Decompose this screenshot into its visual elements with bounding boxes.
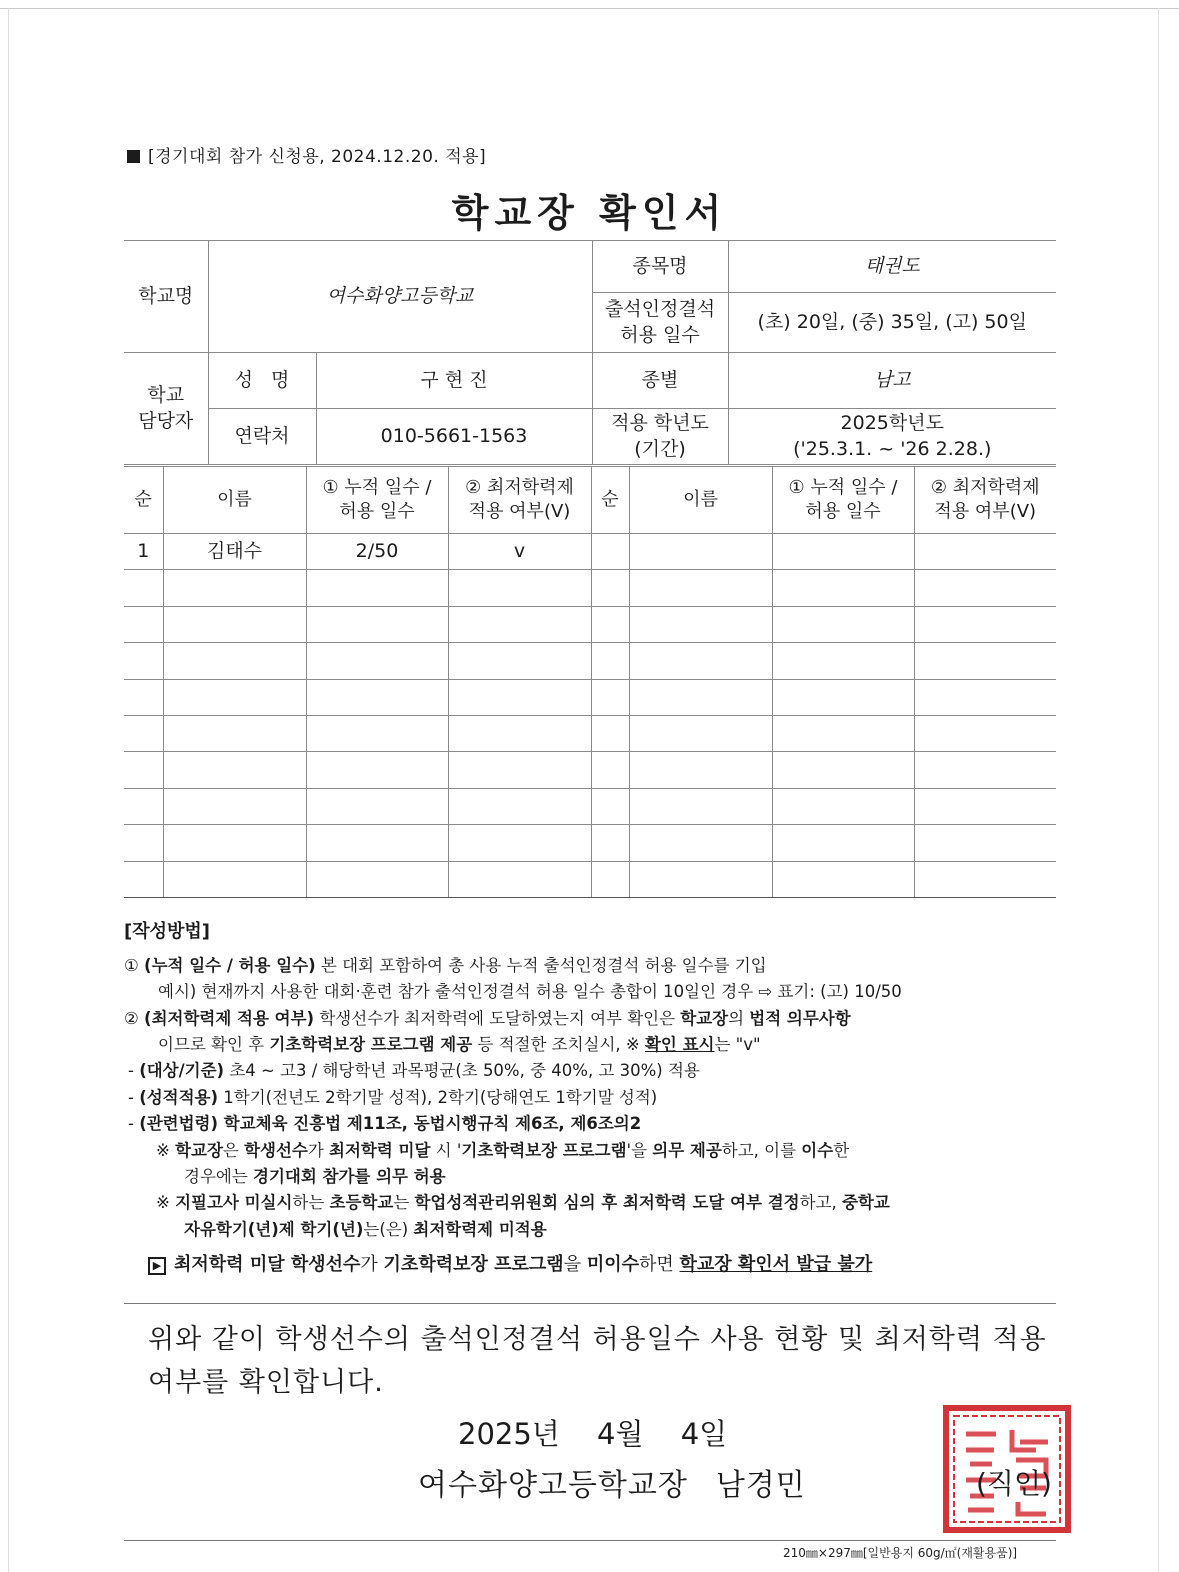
- col-header-no-2: 순: [591, 467, 629, 534]
- instruction-line-11: 자유학기(년)제 학기(년)는(은) 최저학력제 미적용: [184, 1219, 547, 1239]
- school-year-label: 적용 학년도 (기간): [592, 409, 728, 465]
- page-top-edge: [0, 8, 1179, 9]
- table-row: [124, 534, 1056, 570]
- row-applied: v: [448, 534, 591, 570]
- principal-signature-line: [418, 1460, 806, 1504]
- allowed-days-label: 출석인정결석 허용 일수: [592, 293, 728, 353]
- divider: [124, 1303, 1056, 1304]
- gender-value: 남고: [728, 353, 1056, 409]
- table-row: [124, 788, 1056, 824]
- col-header-applied: ② 최저학력제 적용 여부(V): [448, 467, 591, 534]
- school-value: 여수화양고등학교: [208, 241, 592, 353]
- col-header-name-2: 이름: [629, 467, 772, 534]
- arrow-box-icon: ▶: [148, 1257, 166, 1275]
- form-version-note: [경기대회 참가 신청용, 2024.12.20. 적용]: [127, 142, 486, 167]
- row-name: 김태수: [163, 534, 306, 570]
- instruction-line-8: ※ 학교장은 학생선수가 최저학력 미달 시 '기초학력보장 프로그램'을 의무 제공하고, 이를 이수한: [156, 1140, 850, 1160]
- gender-label: 종별: [592, 353, 728, 409]
- document-title: 학교장 확인서: [451, 191, 728, 235]
- empty-cell: [772, 534, 914, 570]
- empty-cell: [591, 534, 629, 570]
- contact-label: 연락처: [208, 409, 316, 465]
- instruction-line-4: 이므로 확인 후 기초학력보장 프로그램 제공 등 적절한 조치실시, ※ 확인 표시는 "v": [158, 1034, 761, 1054]
- row-no: 1: [124, 534, 163, 570]
- empty-cell: [914, 534, 1056, 570]
- table-row: [124, 570, 1056, 606]
- paper-spec-note: 210㎜×297㎜[일반용지 60g/㎡(재활용품)]: [783, 1546, 1018, 1560]
- principal-name: 남경민: [715, 1468, 806, 1503]
- page-left-edge: [8, 8, 9, 1572]
- name-value: 구 현 진: [316, 353, 592, 409]
- col-header-days-2: ① 누적 일수 / 허용 일수: [772, 467, 914, 534]
- empty-cell: [629, 534, 772, 570]
- instruction-line-7: - (관련법령) 학교체육 진흥법 제11조, 동법시행규칙 제6조, 제6조의2: [128, 1114, 642, 1134]
- info-table: [124, 240, 1056, 465]
- name-label: 성 명: [208, 353, 316, 409]
- instruction-line-6: - (성적적용) 1학기(전년도 2학기말 성적), 2학기(당해연도 1학기말 성적): [128, 1087, 658, 1107]
- table-row: [124, 861, 1056, 897]
- instruction-line-3: ② (최저학력제 적용 여부) 학생선수가 최저학력에 도달하였는지 여부 확인은 학교장의 법적 의무사항: [124, 1008, 851, 1028]
- issue-date: 2025년 4월 4일: [458, 1417, 728, 1451]
- square-bullet-icon: [127, 150, 140, 163]
- instruction-line-10: ※ 지필고사 미실시하는 초등학교는 학업성적관리위원회 심의 후 최저학력 도달 여부 결정하고, 중학교: [156, 1193, 890, 1213]
- contact-value: 010-5661-1563: [316, 409, 592, 465]
- col-header-no: 순: [124, 467, 163, 534]
- col-header-days: ① 누적 일수 / 허용 일수: [306, 467, 448, 534]
- instructions-title: [작성방법]: [124, 921, 211, 942]
- manager-label: 학교 담당자: [124, 353, 208, 465]
- school-year-value: 2025학년도 ('25.3.1. ~ '26 2.28.): [728, 409, 1056, 465]
- writing-instructions: [124, 918, 1064, 1280]
- student-list-table: [124, 466, 1056, 898]
- table-row: [124, 643, 1056, 679]
- warning-line: ▶ 최저학력 미달 학생선수가 기초학력보장 프로그램을 미이수하면 학교장 확인서 발급 불가: [124, 1251, 1064, 1280]
- sport-value: 태권도: [728, 241, 1056, 293]
- instruction-line-5: - (대상/기준) 초4 ~ 고3 / 해당학년 과목평균(초 50%, 중 40%, 고 30%) 적용: [128, 1061, 700, 1081]
- instruction-line-1: ① (누적 일수 / 허용 일수) 본 대회 포함하여 총 사용 누적 출석인정결석 허용 일수를 기입: [124, 955, 767, 975]
- instruction-line-2: 예시) 현재까지 사용한 대회·훈련 참가 출석인정결석 허용 일수 총합이 10일인 경우 ⇨ 표기: (고) 10/50: [158, 982, 902, 1002]
- instruction-line-9: 경우에는 경기대회 참가를 의무 허용: [184, 1166, 446, 1186]
- principal-school: 여수화양고등학교장: [418, 1468, 688, 1503]
- list-header-row: [124, 467, 1056, 534]
- col-header-name: 이름: [163, 467, 306, 534]
- school-label: 학교명: [124, 241, 208, 353]
- table-row: [124, 752, 1056, 788]
- table-row: [124, 715, 1056, 751]
- sport-label: 종목명: [592, 241, 728, 293]
- col-header-applied-2: ② 최저학력제 적용 여부(V): [914, 467, 1056, 534]
- seal-label: (직인): [976, 1467, 1052, 1500]
- page-right-edge: [1158, 8, 1159, 1572]
- table-row: [124, 606, 1056, 642]
- table-row: [124, 825, 1056, 861]
- allowed-days-value: (초) 20일, (중) 35일, (고) 50일: [728, 293, 1056, 353]
- row-days: 2/50: [306, 534, 448, 570]
- table-row: [124, 679, 1056, 715]
- footer-divider: [124, 1540, 1056, 1541]
- confirmation-statement: 위와 같이 학생선수의 출석인정결석 허용일수 사용 현황 및 최저학력 적용 여부를 확인합니다.: [148, 1324, 1047, 1399]
